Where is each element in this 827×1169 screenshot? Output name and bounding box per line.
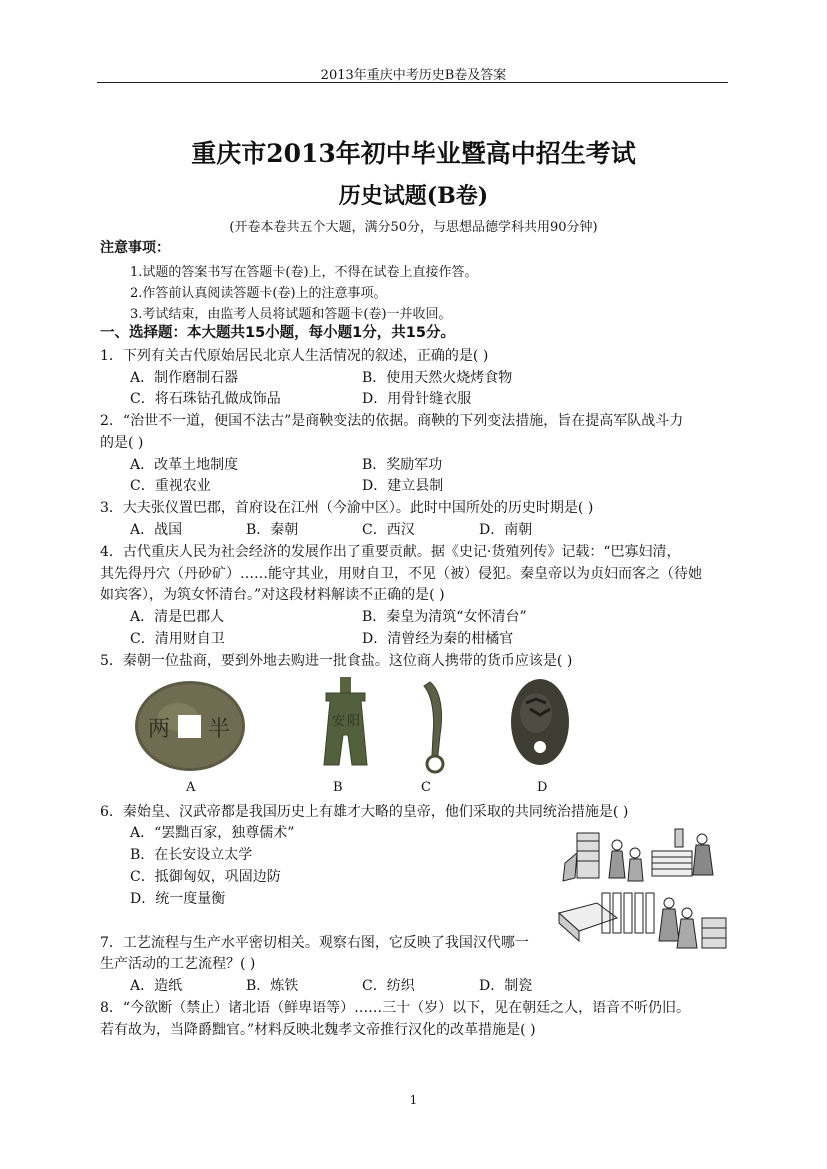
coin-b-label: B — [333, 780, 343, 795]
coin-b-spade-image — [318, 677, 373, 769]
q2-option-a: A．改革土地制度 — [130, 457, 239, 473]
svg-text:阳: 阳 — [347, 714, 361, 729]
q8-stem: 8．“今欲断（禁止）诸北语（鲜卑语等）……三十（岁）以下，见在朝廷之人，语音不听仍旧。 — [100, 1000, 691, 1016]
q2-stem-cont: 的是( ) — [100, 435, 144, 451]
q3-option-a: A．战国 — [130, 522, 183, 538]
svg-text:半: 半 — [208, 717, 231, 742]
notice-item: 2.作答前认真阅读答题卡(卷)上的注意事项。 — [130, 286, 387, 301]
svg-text:两: 两 — [148, 717, 171, 742]
q6-option-d: D．统一度量衡 — [130, 891, 226, 907]
q1-option-a: A．制作磨制石器 — [130, 370, 239, 386]
q2-option-d: D．建立县制 — [362, 478, 444, 494]
q6-option-a: A．“罢黜百家，独尊儒术” — [130, 825, 295, 841]
q7-option-a: A．造纸 — [130, 978, 183, 994]
q4-option-a: A．清是巴郡人 — [130, 609, 225, 625]
svg-text:安: 安 — [332, 714, 346, 729]
running-header: 2013年重庆中考历史B卷及答案 — [320, 68, 507, 83]
q2-stem: 2．“治世不一道，便国不法古”是商鞅变法的依据。商鞅的下列变法措施，旨在提高军队战斗力 — [100, 413, 684, 429]
coin-d-antnose-image — [508, 675, 573, 770]
q4-option-d: D．清曾经为秦的柑橘官 — [362, 631, 514, 647]
q6-stem: 6．秦始皇、汉武帝都是我国历史上有雄才大略的皇帝，他们采取的共同统治措施是( ) — [100, 804, 629, 820]
exam-subtitle: 历史试题(B卷) — [338, 183, 489, 209]
q3-option-c: C．西汉 — [362, 522, 415, 538]
q4-stem-cont: 如宾客），为筑女怀清台。”对这段材料解读不正确的是( ) — [100, 587, 445, 603]
page-number: 1 — [409, 1093, 418, 1107]
q4-stem: 4．古代重庆人民为社会经济的发展作出了重要贡献。据《史记·货殖列传》记载：“巴寡妇清， — [100, 544, 681, 560]
q3-option-b: B．秦朝 — [246, 522, 299, 538]
coin-c-knife-image — [418, 680, 448, 775]
exam-title: 重庆市2013年初中毕业暨高中招生考试 — [191, 139, 636, 168]
q1-option-b: B．使用天然火烧烤食物 — [362, 370, 513, 386]
coin-c-label: C — [421, 780, 431, 795]
section-heading: 一、选择题：本大题共15小题，每小题1分，共15分。 — [100, 325, 455, 341]
notice-heading: 注意事项： — [100, 240, 170, 256]
q4-stem-cont: 其先得丹穴（丹砂矿）……能守其业，用财自卫，不见（被）侵犯。秦皇帝以为贞妇而客之（待她 — [100, 566, 702, 582]
notice-item: 1.试题的答案书写在答题卡(卷)上，不得在试卷上直接作答。 — [130, 265, 478, 280]
q7-option-b: B．炼铁 — [246, 978, 299, 994]
q7-option-d: D．制瓷 — [479, 978, 533, 994]
q3-stem: 3．大夫张仪置巴郡，首府设在江州（今渝中区）。此时中国所处的历史时期是( ) — [100, 500, 594, 516]
q1-option-c: C．将石珠钻孔做成饰品 — [130, 391, 281, 407]
q3-option-d: D．南朝 — [479, 522, 533, 538]
q8-stem-cont: 若有故为，当降爵黜官。”材料反映北魏孝文帝推行汉化的改革措施是( ) — [100, 1022, 536, 1038]
header-rule — [97, 82, 728, 83]
q4-option-c: C．清用财自卫 — [130, 631, 225, 647]
coin-a-banliang-image — [133, 679, 248, 774]
q7-stem: 7．工艺流程与生产水平密切相关。观察右图，它反映了我国汉代哪一 — [100, 935, 529, 951]
q7-stem-cont: 生产活动的工艺流程？( ) — [100, 956, 256, 972]
q4-option-b: B．秦皇为清筑“女怀清台” — [362, 609, 527, 625]
notice-item: 3.考试结束，由监考人员将试题和答题卡(卷)一并收回。 — [130, 307, 452, 322]
q2-option-b: B．奖励军功 — [362, 457, 443, 473]
exam-info: (开卷本卷共五个大题，满分50分，与思想品德学科共用90分钟) — [229, 220, 598, 235]
coin-d-label: D — [537, 780, 548, 795]
q5-stem: 5．秦朝一位盐商，要到外地去购进一批食盐。这位商人携带的货币应该是( ) — [100, 653, 573, 669]
coin-a-label: A — [186, 780, 196, 795]
q2-option-c: C．重视农业 — [130, 478, 211, 494]
q6-option-b: B．在长安设立太学 — [130, 847, 253, 863]
q1-stem: 1．下列有关古代原始居民北京人生活情况的叙述，正确的是( ) — [100, 348, 489, 364]
q1-option-d: D．用骨针缝衣服 — [362, 391, 472, 407]
q6-option-c: C．抵御匈奴，巩固边防 — [130, 869, 281, 885]
q7-option-c: C．纺织 — [362, 978, 415, 994]
papermaking-illustration — [557, 823, 729, 958]
